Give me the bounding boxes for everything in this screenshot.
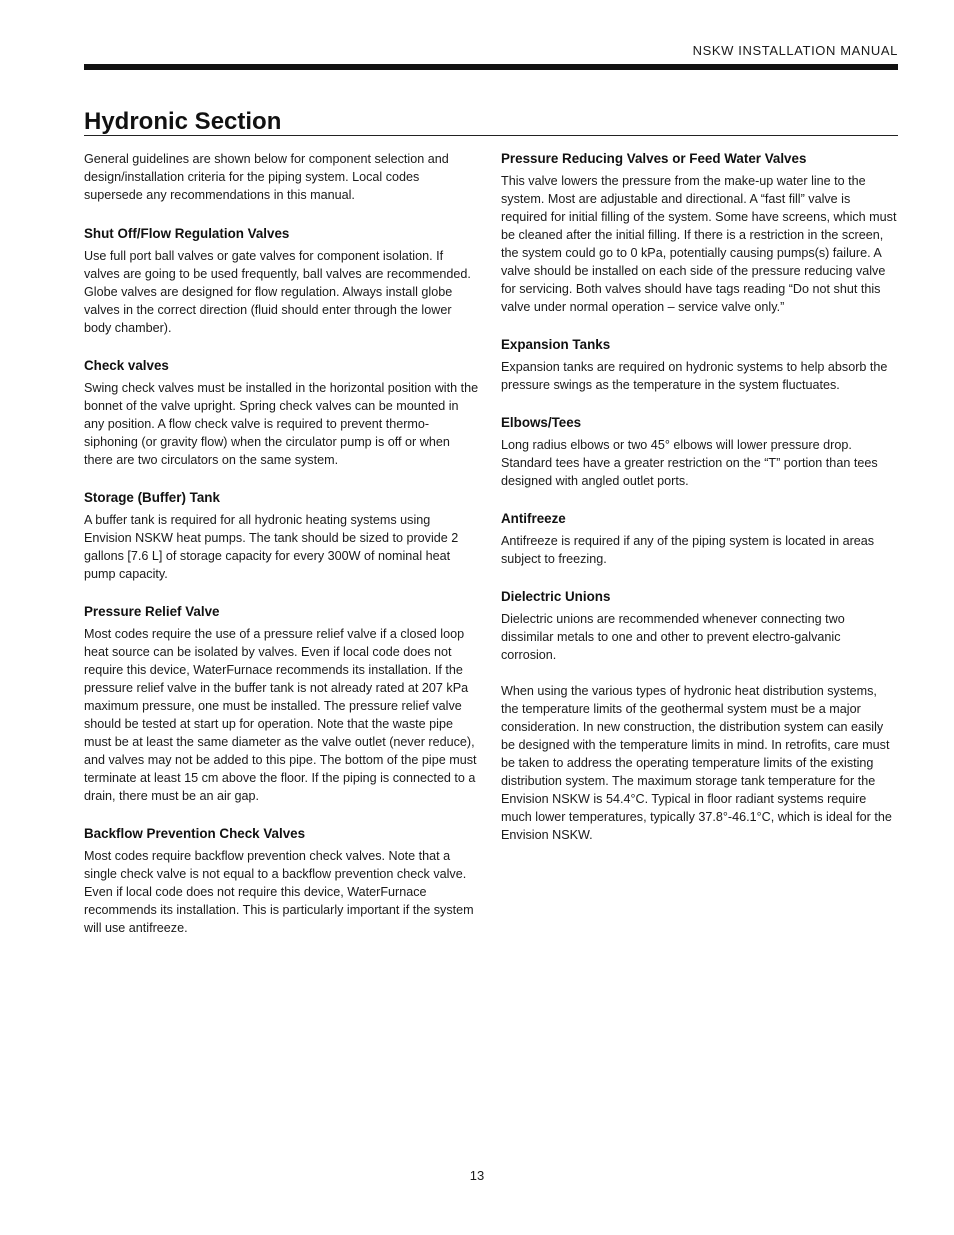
page-title: Hydronic Section [84,108,282,135]
page-number: 13 [469,1168,485,1183]
section-heading: Antifreeze [501,511,566,526]
section-body: A buffer tank is required for all hydronic heating systems using Envision NSKW heat pumps. The tank should be sized to provide 2 gallons [7.6 L] of storage capacity for every 300W of nominal heat pump capacity. [84,513,459,581]
section-pressure-reducing-valves [501,150,897,316]
section-heading: Storage (Buffer) Tank [84,490,220,505]
running-header: NSKW INSTALLATION MANUAL [692,43,898,58]
right-column [501,150,897,864]
section-body: Dielectric unions are recommended whenever connecting two dissimilar metals to one and other to prevent electro-galvanic corrosion. [501,612,845,662]
section-body: Long radius elbows or two 45° elbows will lower pressure drop. Standard tees have a greater restriction on the “T” portion than tees designed with angled outlet ports. [501,438,878,488]
section-body: Most codes require the use of a pressure relief valve if a closed loop heat source can be isolated by valves. Even if local code does not require this device, WaterFurnace recommends its installation. If the pressure relief valve in the buffer tank is not already rated at 207 kPa maximum pressure, one must be installed. The pressure relief valve should be tested at start up for operation. Note that the waste pipe must be at least the same diameter as the valve outlet (never reduce), and valves may not be added to this pipe. The bottom of the pipe must terminate at least 15 cm above the floor. If the piping is connected to a drain, there must be an air gap. [84,627,477,803]
section-heading: Backflow Prevention Check Valves [84,826,306,841]
section-shut-off-flow-regulation-valves [84,225,480,337]
left-column [84,150,480,957]
section-body: This valve lowers the pressure from the make-up water line to the system. Most are adjustable and directional. A “fast fill” valve is required for initial filling of the system. Some have screens, which must be cleaned after the initial filling. If there is a restriction in the screen, the system could go to 0 kPa, potentially causing pumps(s) failure. A valve should be installed on each side of the pressure reducing valve for servicing. Both valves should have tags reading “Do not shut this valve under normal operation – service valve only.” [501,174,897,314]
section-heading: Shut Off/Flow Regulation Valves [84,226,290,241]
intro-paragraph: General guidelines are shown below for component selection and design/installation criteria for the piping system. Local codes supersede any recommendations in this manual. [84,152,449,202]
section-body: Use full port ball valves or gate valves for component isolation. If valves are going to be used frequently, ball valves are recommended. Globe valves are designed for flow regulation. Always install globe valves in the correct direction (fluid should enter through the lower body chamber). [84,249,471,335]
section-heading: Expansion Tanks [501,337,611,352]
section-check-valves [84,357,480,469]
header-rule [84,64,898,70]
section-heading: Pressure Relief Valve [84,604,220,619]
section-dielectric-unions [501,588,897,844]
title-underline [84,135,898,136]
section-body: Most codes require backflow prevention check valves. Note that a single check valve is not equal to a backflow prevention check valve. Even if local code does not require this device, WaterFurnace recommends its installation. This is particularly important if the system will use antifreeze. [84,849,474,935]
section-body: Swing check valves must be installed in the horizontal position with the bonnet of the valve upright. Spring check valves can be mounted in any position. A flow check valve is required to prevent thermo-siphoning (or gravity flow) when the circulator pump is off or when there are two circulators on the same system. [84,381,479,467]
section-elbows-tees [501,414,897,490]
section-backflow-prevention-check-valves [84,825,480,937]
section-pressure-relief-valve [84,603,480,805]
section-heading: Pressure Reducing Valves or Feed Water Valves [501,151,807,166]
section-heading: Elbows/Tees [501,415,582,430]
section-storage-buffer-tank [84,489,480,583]
section-heading: Check valves [84,358,169,373]
section-expansion-tanks [501,336,897,394]
section-body: Expansion tanks are required on hydronic systems to help absorb the pressure swings as the temperature in the system fluctuates. [501,360,888,392]
section-heading: Dielectric Unions [501,589,611,604]
temperature-limits-paragraph: When using the various types of hydronic heat distribution systems, the temperature limits of the geothermal system must be a major consideration. In new construction, the distribution system can easily be designed with the temperature limits in mind. In retrofits, care must be taken to address the operating temperature limits of the existing distribution system. The maximum storage tank temperature for the Envision NSKW is 54.4°C. Typical in floor radiant systems require much lower temperatures, typically 37.8°-46.1°C, which is ideal for the Envision NSKW. [501,684,892,842]
section-body: Antifreeze is required if any of the piping system is located in areas subject to freezing. [501,534,875,566]
section-antifreeze [501,510,897,568]
